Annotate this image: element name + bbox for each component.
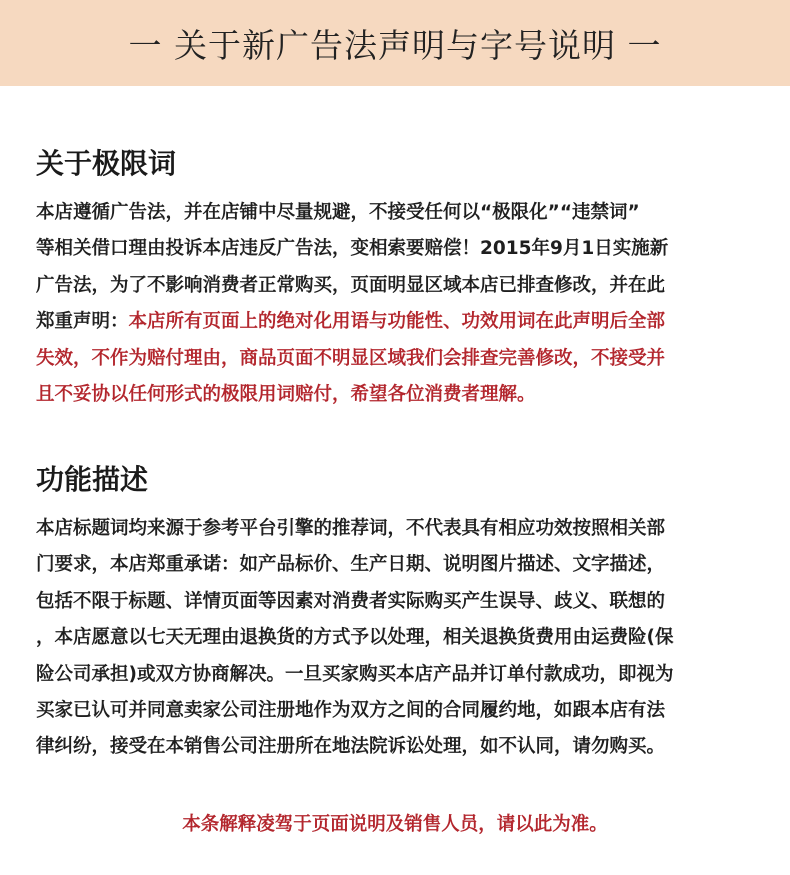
paragraph-line (36, 511, 760, 547)
line-text: 律纠纷，接受在本销售公司注册所在地法院诉讼处理，如不认同，请勿购买。 (36, 736, 666, 758)
section-heading: 功能描述 (36, 463, 149, 496)
line-text: 郑重声明： (36, 311, 129, 333)
section-extreme-words (36, 144, 760, 413)
section-paragraph (36, 511, 760, 766)
paragraph-line (36, 195, 760, 231)
title-banner (0, 0, 790, 86)
line-text: 本店标题词均来源于参考平台引擎的推荐词，不代表具有相应功效按照相关部 (36, 518, 666, 539)
paragraph-line (36, 231, 760, 267)
line-text: 买家已认可并同意卖家公司注册地作为双方之间的合同履约地，如跟本店有法 (36, 699, 666, 721)
section-function-description (36, 460, 760, 766)
page-title: 一 关于新广告法声明与字号说明 一 (128, 25, 662, 65)
paragraph-line (36, 620, 760, 656)
line-text: 广告法，为了不影响消费者正常购买，页面明显区域本店已排查修改，并在此 (36, 274, 666, 296)
paragraph-line (36, 547, 760, 583)
paragraph-line (36, 584, 760, 620)
paragraph-line (36, 268, 760, 304)
line-text: 门要求，本店郑重承诺：如产品标价、生产日期、说明图片描述、文字描述， (36, 554, 666, 576)
paragraph-line (36, 304, 760, 340)
paragraph-line (36, 341, 760, 377)
line-text-highlight: 且不妥协以任何形式的极限用词赔付，希望各位消费者理解。 (36, 383, 536, 405)
line-text: 险公司承担)或双方协商解决。一旦买家购买本店产品并订单付款成功，即视为 (36, 663, 674, 685)
footer-disclaimer: 本条解释凌驾于页面说明及销售人员，请以此为准。 (182, 814, 608, 835)
section-heading: 关于极限词 (36, 147, 177, 180)
line-text-highlight: 失效，不作为赔付理由，商品页面不明显区域我们会排查完善修改，不接受并 (36, 347, 666, 369)
paragraph-line (36, 729, 760, 765)
line-text: ，本店愿意以七天无理由退换货的方式予以处理，相关退换货费用由运费险(保 (36, 627, 674, 649)
line-text: 等相关借口理由投诉本店违反广告法，变相索要赔偿！2015年9月1日实施新 (36, 238, 669, 260)
section-paragraph (36, 195, 760, 413)
paragraph-line (36, 657, 760, 693)
line-text-highlight: 本店所有页面上的绝对化用语与功能性、功效用词在此声明后全部 (128, 311, 666, 333)
paragraph-line (36, 377, 760, 413)
line-text: 包括不限于标题、详情页面等因素对消费者实际购买产生误导、歧义、联想的 (36, 590, 666, 612)
paragraph-line (36, 693, 760, 729)
line-text: 本店遵循广告法，并在店铺中尽量规避，不接受任何以“极限化”“违禁词” (36, 202, 640, 223)
